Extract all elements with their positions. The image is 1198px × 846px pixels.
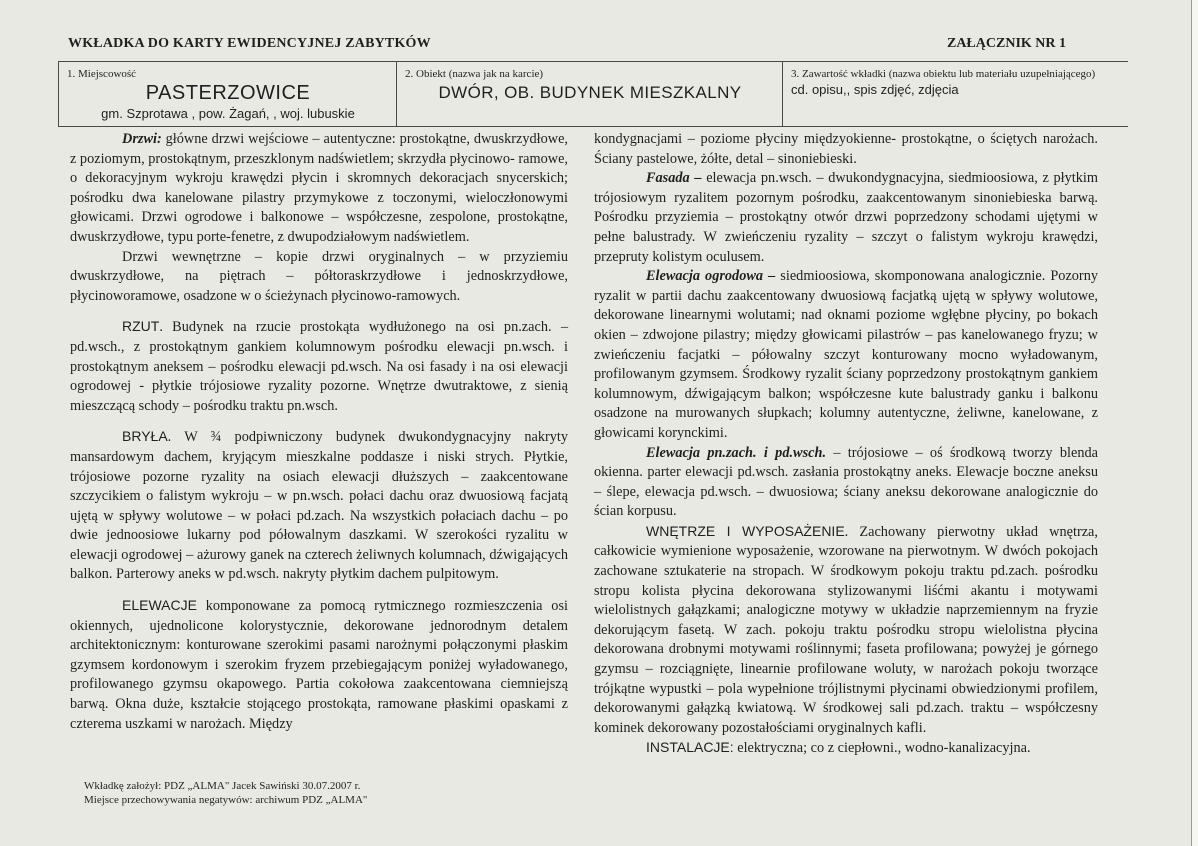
text: . Budynek na rzucie prostokąta wydłużonego na osi pn.zach. – pd.wsch., z prostokątnym gankiem kolumnowym pośrodku elewacji pn.wsch. i prostokątnym aneksem – pośrodku elewacji pd.wsch. Na osi fasady i na osi elewacji ogrodowej - płytkie trójosiowe ryzality pozorne. Wnętrze dwutraktowe, z sienią mieszczącą schody – pośrodku traktu pn.wsch. [70, 319, 568, 414]
text: – trójosiowe – oś środkową tworzy blenda okienna. parter elewacji pd.wsch. zasłania prostokątny aneks. Elewacje boczne aneksu – ślepe, elewacja pd.wsch. – dwuosiowa; ściany aneksu dekorowane analogicznie do ścian korpusu. [594, 444, 1098, 520]
paragraph-massing [70, 427, 568, 585]
lead: Fasada – [646, 170, 702, 187]
locality-sub: gm. Szprotawa , pow. Żagań, , woj. lubuskie [101, 106, 355, 121]
paragraph-doors [70, 130, 568, 248]
annex-number: ZAŁĄCZNIK NR 1 [946, 36, 1066, 51]
left-column [70, 130, 568, 734]
text: Drzwi wewnętrzne – kopie drzwi oryginalnych – w przyziemiu dwuskrzydłowe, na piętrach – półtoraskrzydłowe i jednoskrzydłowe, płycinoworamowe, osadzone w o ścieżynach płycinowo-ramowych. [70, 248, 568, 304]
paragraph-interior [594, 522, 1098, 739]
lead: Drzwi: [122, 131, 162, 147]
document-title: WKŁADKA DO KARTY EWIDENCYJNEJ ZABYTKÓW [68, 36, 431, 51]
paragraph-facade [594, 169, 1098, 267]
locality-value: PASTERZOWICE [145, 82, 311, 104]
paragraph-inner-doors [70, 248, 568, 307]
lead: Elewacja pn.zach. i pd.wsch. [646, 444, 827, 461]
paragraph-continued [594, 130, 1098, 169]
footer-author: Wkładkę założył: PDZ „ALMA" Jacek Sawiński 30.07.2007 r. [84, 780, 361, 792]
divider [58, 126, 1128, 127]
lead: Elewacja ogrodowa – [646, 268, 776, 285]
field-label: 3. Zawartość wkładki (nazwa obiektu lub materiału uzupełniającego) [791, 68, 1096, 80]
lead: ELEWACJE [122, 597, 197, 614]
lead: RZUT [122, 318, 160, 335]
field-object [396, 61, 783, 126]
contents-value: cd. opisu,, spis zdjęć, zdjęcia [791, 82, 959, 97]
text: główne drzwi wejściowe – autentyczne: prostokątne, dwuskrzydłowe, z poziomym, prostokątnym, przeszklonym nadświetlem; skrzydła płycinowo- ramowe, o dekoracyjnym wykroju krawędzi płycin i skromnych dekoracjach snycerskich; pośrodku dwa kanelowane pilastry przymykowe z toczonymi, wieloczłonowymi głowicami. Drzwi ogrodowe i balkonowe – współczesne, zespolone, prostokątne, dwuskrzydłowe, typu porte-fenetre, z dwupodziałowym nadświetlem. [70, 131, 568, 245]
paragraph-garden-elevation [594, 267, 1098, 443]
right-column [594, 130, 1098, 759]
object-value: DWÓR, OB. BUDYNEK MIESZKALNY [438, 83, 742, 102]
paragraph-plan [70, 317, 568, 416]
field-label: 2. Obiekt (nazwa jak na karcie) [405, 68, 544, 80]
field-locality [58, 61, 397, 126]
footer [84, 779, 367, 807]
field-label: 1. Miejscowość [67, 68, 137, 80]
lead: BRYŁA [122, 428, 168, 445]
footer-archive: Miejsce przechowywania negatywów: archiwum PDZ „ALMA" [84, 794, 368, 806]
text: elektryczna; co z ciepłowni., wodno-kanalizacyjna. [733, 740, 1031, 757]
lead: WNĘTRZE I WYPOSAŻENIE [646, 522, 845, 539]
text: kondygnacjami – poziome płyciny międzyokienne- prostokątne, o ściętych narożach. Ściany pastelowe, żółte, detal – sinoniebieski. [594, 131, 1098, 167]
text: komponowane za pomocą rytmicznego rozmieszczenia osi okiennych, ujednolicone kolorystycznie, dekorowane jednorodnym detalem architektonicznym: konturowane szerokimi pasami narożnymi połączonymi płaskim gzymsem kordonowym i szerokim fryzem przebiegającym poniżej wyładowanego, profilowanego gzymsu okapowego. Partia cokołowa zaakcentowana ciemniejszą barwą. Okna duże, kształcie stojącego prostokąta, ramowane płaskimi opaskami z czterema uszkami w narożach. Między [70, 598, 568, 732]
field-contents [782, 61, 1128, 126]
paragraph-elevations [70, 596, 568, 734]
text: elewacja pn.wsch. – dwukondygnacyjna, siedmioosiowa, z płytkim trójosiowym ryzalitem pozornym pośrodku, zaakcentowanym sinoniebieska barwą. Pośrodku przyziemia – prostokątny otwór drzwi poprzedzony schodami ujętymi w pełne balustrady. W zwieńczeniu ryzality – szczyt o falistym wykroju krawędzi, przepruty kolistym oculusem. [594, 170, 1098, 265]
text: siedmioosiowa, skomponowana analogicznie. Pozorny ryzalit w partii dachu zaakcentowany dwuosiową facjatką ujętą w spływy wolutowe, dekorowane linearnymi wolutami; nad oknami poziome wgłębne płyciny, po bokach okien – zdwojone pilastry; między głowicami pilastrów – pas kanelowanego fryzu; w zwieńczeniu facjatki – półowalny szczyt konturowany mocno wyładowanym, profilowanym gzymsem. Środkowy ryzalit ściany poprzedzony prostokątnym gankiem kolumnowym, dźwigającym balkon; współczesne kute balustrady ganku i balkonu osadzone na murowanych słupkach; kolumny autentyczne, żeliwne, kanelowane, z głowicami korynckimi. [594, 268, 1098, 441]
scan-edge [1191, 0, 1198, 846]
lead: INSTALACJE: [646, 739, 734, 756]
paragraph-installations [594, 738, 1098, 759]
paragraph-side-elevations [594, 444, 1098, 522]
text: . W ¾ podpiwniczony budynek dwukondygnacyjny nakryty mansardowym dachem, kryjącym mieszkalne poddasze i niski strych. Płytkie, trójosiowe pozorne ryzality na osiach elewacji dłuższych – zaakcentowane szczycikiem o falistym wykroju – w pn.wsch. połaci dachu oraz dwuosiową facjatą ujętą w spływy wolutowe – w połaci pd.zach. Na wszystkich połaciach dachu – po dwie jednoosiowe lukarny pod półowalnym daszkami. W szerokości ryzalitu w elewacji ogrodowej – ażurowy ganek na czterech żeliwnych kolumnach, dźwigających balkon. Parterowy aneks w pd.wsch. nakryty płytkim dachem pulpitowym. [70, 429, 568, 583]
text: . Zachowany pierwotny układ wnętrza, całkowicie wymienione wyposażenie, wzorowane na pierwotnym. W dwóch pokojach zachowane sztukaterie na stropach. W środkowym pokoju traktu pd.zach. pośrodku stropu kolista płycina dekorowana stylizowanymi liśćmi akantu i motywami wielolistnych gałązkami; analogiczne motywy w układzie naprzemiennym na fryzie dekorującym fasetą. W zach. pokoju traktu pośrodku stropu wielolistna płycina dekorowana drobnymi motywami roślinnymi; faseta profilowana; powyżej je górnego gzymsu – rozciągnięte, linearnie profilowane woluty, w narożach pokoju tworzące trójkątne wypustki – pola wypełnione trójlistnymi płycinami obwiedzionymi profilem, dekorowanymi gałązką kwiatową. W środkowej sali pd.zach. traktu – współczesny kominek dekorowany pozostałościami oryginalnych kafli. [594, 523, 1098, 736]
